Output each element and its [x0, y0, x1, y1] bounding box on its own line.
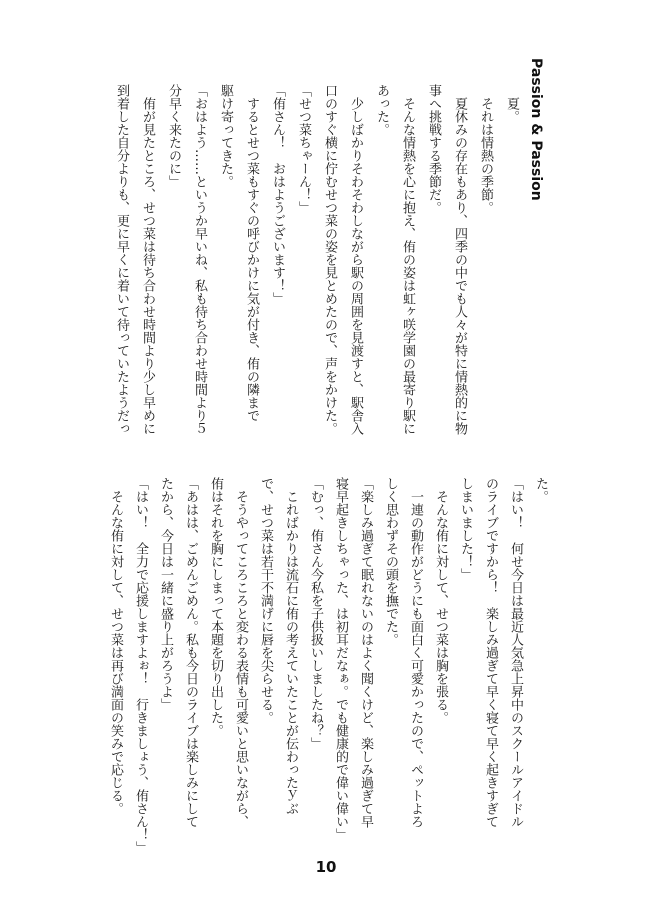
text-column: たから、今日は一緒に盛り上がろうよ」 [158, 477, 173, 711]
text-column: それは情熱の季節。 [478, 97, 493, 214]
text-column: 「おはよう……というか早いね、私も待ち合わせ時間より５ [192, 84, 207, 435]
text-column: 「はい！ 何せ今日は最近人気急上昇中のスクールアイドル [508, 477, 523, 828]
text-column: た。 [533, 477, 548, 503]
text-column: 駆け寄ってきた。 [218, 84, 233, 188]
text-column: 「楽しみ過ぎて眠れないのはよく聞くけど、楽しみ過ぎて早 [358, 477, 373, 828]
text-column: しまいました！」 [458, 477, 473, 581]
text-column: 「はい！ 全力で応援しますよぉ！ 行きましょう、侑さん！」 [133, 477, 148, 854]
chapter-title: Passion & Passion [528, 58, 544, 201]
text-column: 寝早起きしちゃった、は初耳だなぁ。でも健康的で偉い偉い」 [333, 477, 348, 841]
text-column: 到着した自分よりも、更に早くに着いて待っていたようだっ [114, 84, 129, 435]
text-column: そんな侑に対して、せつ菜は再び満面の笑みで応じる。 [108, 490, 123, 815]
text-column: 夏休みの存在もあり、四季の中でも人々が特に情熱的に物 [452, 97, 467, 435]
text-column: 分早く来たのに」 [166, 84, 181, 188]
text-column: あった。 [374, 84, 389, 136]
text-column: 「せつ菜ちゃーん！」 [296, 84, 311, 214]
text-column: しく思わずその頭を撫でた。 [383, 477, 398, 646]
text-column: そんな侑に対して、せつ菜は胸を張る。 [433, 490, 448, 724]
text-block-lower [103, 477, 553, 857]
text-column: 侑はそれを胸にしまって本題を切り出した。 [208, 477, 223, 737]
text-column: のライブですから！ 楽しみ過ぎて早く寝て早く起きすぎて [483, 477, 498, 828]
text-column: 少しばかりそわそわしながら駅の周囲を見渡すと、駅舎入 [348, 97, 363, 435]
text-column: 口のすぐ横に佇むせつ菜の姿を見とめたので、声をかけた。 [322, 84, 337, 435]
text-column: 事へ挑戦する季節だ。 [426, 84, 441, 214]
text-column: 「あはは、ごめんごめん。私も今日のライブは楽しみにして [183, 477, 198, 828]
text-column: 一連の動作がどうにも面白く可愛かったので、ペットよろ [408, 490, 423, 828]
text-column: そうやってころころと変わる表情も可愛いと思いながら、 [233, 490, 248, 828]
text-column: 夏。 [504, 97, 519, 123]
text-column: そんな情熱を心に抱え、侑の姿は虹ヶ咲学園の最寄り駅に [400, 97, 415, 435]
text-column: 「むっ、侑さん今私を子供扱いしましたね？」 [308, 477, 323, 750]
text-column: 侑が見たところ、せつ菜は待ち合わせ時間より少し早めに [140, 97, 155, 435]
text-column: で、せつ菜は若干不満げに唇を尖らせる。 [258, 477, 273, 724]
text-block-upper [108, 84, 524, 454]
page-number: 10 [315, 858, 337, 876]
text-column: こればかりは流石に侑の考えていたことが伝わったｙぶ [283, 490, 298, 815]
text-column: 「侑さん！ おはようございます！」 [270, 84, 285, 305]
text-column: するとせつ菜もすぐの呼びかけに気が付き、侑の隣まで [244, 97, 259, 422]
